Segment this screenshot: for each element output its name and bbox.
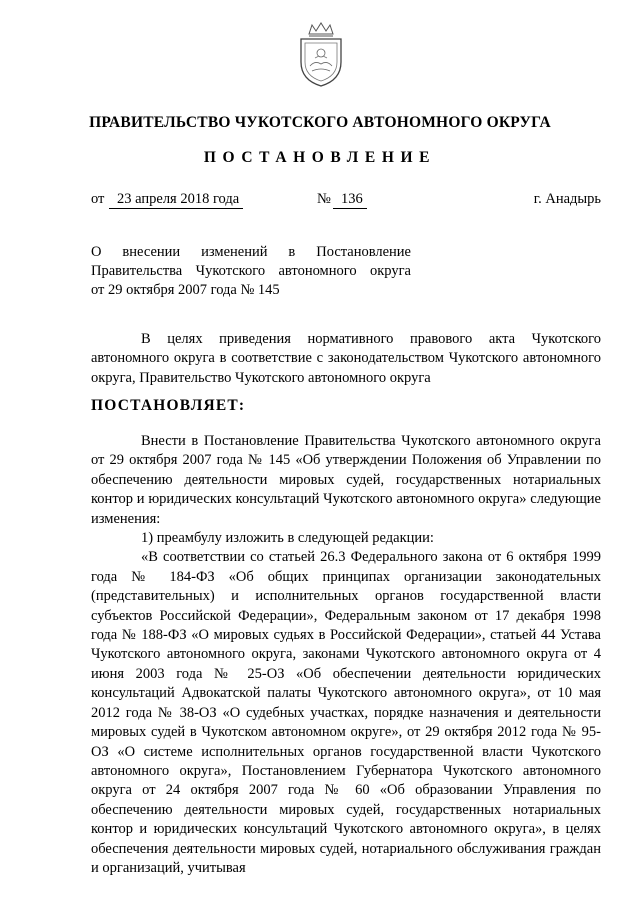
document-body	[91, 432, 601, 878]
preamble: В целях приведения нормативного правового акта Чукотского автономного округа в соответствие с законодательством Чукотского автономного округа, Правительство Чукотского автономного округа	[91, 331, 601, 386]
subject-line: О внесении изменений в Постановление	[91, 244, 411, 260]
decides-heading: ПОСТАНОВЛЯЕТ:	[91, 397, 246, 414]
date-prefix: от	[91, 191, 105, 207]
document-meta	[91, 190, 601, 210]
body-paragraph: 1) преамбулу изложить в следующей редакции:	[141, 530, 434, 547]
document-city: г. Анадырь	[533, 191, 601, 207]
number-prefix: №	[317, 191, 331, 207]
document-number: 136	[333, 190, 367, 209]
coat-of-arms-icon	[297, 22, 345, 88]
subject-line: от 29 октября 2007 года № 145	[91, 282, 280, 298]
document-subject	[91, 243, 411, 300]
subject-line: Правительства Чукотского автономного округа	[91, 263, 411, 279]
document-date: 23 апреля 2018 года	[109, 190, 243, 209]
body-paragraph: «В соответствии со статьей 26.3 Федерального закона от 6 октября 1999 года № 184-ФЗ «Об общих принципах организации законодательных (представительных) и исполнительных органов государственной власти субъектов Российской Федерации», Федеральным законом от 17 декабря 1998 года № 188-ФЗ «О мировых судьях в Российской Федерации», статьей 44 Устава Чукотского автономного округа, законами Чукотского автономного округа от 4 июня 2003 года № 25-ОЗ «Об обеспечении деятельности юридических консультаций Адвокатской палаты Чукотского автономного округа», от 10 мая 2012 года № 38-ОЗ «О судебных участках, порядке назначения и деятельности мировых судей в Чукотском автономном округе», от 29 октября 2012 года № 95-ОЗ «О системе исполнительных органов государственной власти Чукотского автономного округа», Постановлением Губернатора Чукотского автономного округа от 24 октября 2007 года № 60 «Об образовании Управления по обеспечению деятельности мировых судей, государственных нотариальных контор и юридических консультаций Чукотского автономного округа», в целях обеспечения деятельности мировых судей, нотариального обслуживания граждан и организаций, учитывая	[91, 549, 601, 876]
document-type: ПОСТАНОВЛЕНИЕ	[203, 149, 437, 166]
body-paragraph: Внести в Постановление Правительства Чукотского автономного округа от 29 октября 2007 года № 145 «Об утверждении Положения об Управлении по обеспечению деятельности мировых судей, государственных нотариальных контор и юридических консультаций Чукотского автономного округа» следующие изменения:	[91, 433, 601, 527]
government-title: ПРАВИТЕЛЬСТВО ЧУКОТСКОГО АВТОНОМНОГО ОКРУГА	[89, 114, 551, 131]
